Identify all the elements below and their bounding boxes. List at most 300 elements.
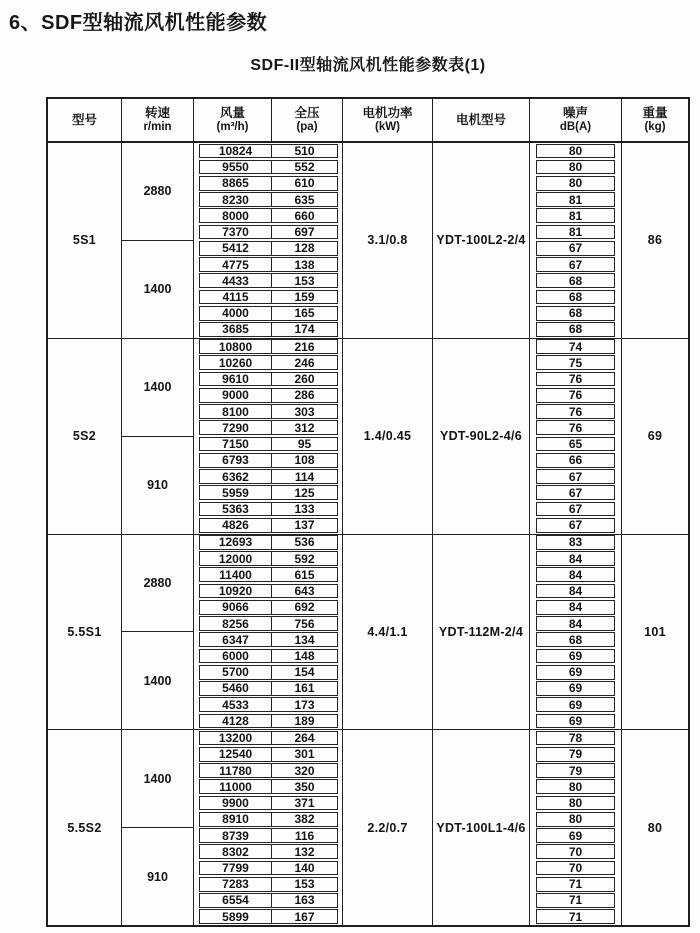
flow-row-slot — [194, 697, 342, 713]
flow-row-slot — [194, 355, 342, 371]
airflow-pressure-box — [199, 306, 338, 321]
pressure-value: 167 — [294, 909, 315, 924]
noise-value: 80 — [536, 176, 615, 191]
noise-value: 80 — [536, 812, 615, 827]
flow-row-slot — [194, 192, 342, 208]
airflow-value: 8910 — [200, 813, 272, 826]
noise-col — [530, 339, 622, 534]
airflow-pressure-box — [199, 763, 338, 778]
table-subtitle: SDF-II型轴流风机性能参数表(1) — [250, 57, 486, 74]
airflow-value: 7799 — [200, 862, 272, 875]
airflow-pressure-box — [199, 551, 338, 566]
flow-row-slot — [194, 828, 342, 844]
pressure-value: 161 — [294, 681, 315, 696]
noise-value: 68 — [536, 290, 615, 305]
noise-value: 81 — [536, 225, 615, 240]
noise-value: 83 — [536, 535, 615, 550]
noise-row-slot — [530, 876, 621, 892]
noise-value: 67 — [536, 257, 615, 272]
noise-value: 67 — [536, 518, 615, 533]
airflow-pressure-box — [199, 731, 338, 746]
flow-row-slot — [194, 860, 342, 876]
airflow-pressure-box — [199, 502, 338, 517]
noise-row-slot — [530, 339, 621, 355]
airflow-pressure-box — [199, 681, 338, 696]
motor-model-cell: YDT-90L2-4/6 — [439, 429, 523, 444]
noise-value: 84 — [536, 584, 615, 599]
pressure-value: 153 — [294, 877, 315, 892]
noise-row-slot — [530, 632, 621, 648]
noise-value: 75 — [536, 355, 615, 370]
airflow-pressure-box — [199, 649, 338, 664]
airflow-pressure-box — [199, 861, 338, 876]
airflow-value: 11000 — [200, 780, 272, 793]
model-cell-col — [48, 339, 122, 534]
airflow-pressure-box — [199, 257, 338, 272]
pressure-value: 216 — [294, 339, 315, 354]
noise-value: 76 — [536, 372, 615, 387]
model-cell: 5S2 — [72, 429, 97, 444]
noise-col — [530, 143, 622, 338]
airflow-value: 8302 — [200, 845, 272, 858]
flow-row-slot — [194, 143, 342, 159]
airflow-value: 6554 — [200, 894, 272, 907]
noise-value: 81 — [536, 192, 615, 207]
airflow-pressure-box — [199, 893, 338, 908]
noise-row-slot — [530, 485, 621, 501]
airflow-pressure-box — [199, 273, 338, 288]
flow-row-slot — [194, 339, 342, 355]
noise-value: 84 — [536, 600, 615, 615]
noise-row-slot — [530, 795, 621, 811]
pressure-value: 125 — [294, 485, 315, 500]
noise-row-slot — [530, 746, 621, 762]
airflow-value: 4433 — [200, 274, 272, 287]
noise-value: 65 — [536, 437, 615, 452]
airflow-value: 9550 — [200, 161, 272, 174]
noise-value: 68 — [536, 322, 615, 337]
noise-row-slot — [530, 387, 621, 403]
airflow-pressure-box — [199, 208, 338, 223]
airflow-pressure-box — [199, 632, 338, 647]
noise-row-slot — [530, 535, 621, 551]
airflow-pressure-col — [194, 535, 343, 730]
noise-value: 71 — [536, 877, 615, 892]
airflow-value: 4128 — [200, 715, 272, 728]
noise-value: 68 — [536, 306, 615, 321]
motor-power-cell: 3.1/0.8 — [367, 233, 408, 248]
noise-value: 69 — [536, 681, 615, 696]
airflow-pressure-box — [199, 469, 338, 484]
flow-row-slot — [194, 159, 342, 175]
motor-model-cell: YDT-100L2-2/4 — [436, 233, 526, 248]
weight-cell: 69 — [647, 429, 663, 444]
flow-row-slot — [194, 517, 342, 533]
noise-value: 80 — [536, 779, 615, 794]
airflow-value: 6362 — [200, 470, 272, 483]
motor-model-cell-col — [433, 535, 530, 730]
noise-value: 80 — [536, 160, 615, 175]
airflow-pressure-box — [199, 909, 338, 924]
header-pressure: 全压 (pa) — [272, 99, 343, 141]
speed-col — [122, 143, 194, 338]
noise-row-slot — [530, 860, 621, 876]
header-motor-model — [433, 99, 530, 141]
noise-col — [530, 730, 622, 925]
airflow-value: 10824 — [200, 145, 272, 158]
motor-power-cell: 1.4/0.45 — [363, 429, 412, 444]
noise-row-slot — [530, 224, 621, 240]
pressure-value: 173 — [294, 697, 315, 712]
airflow-value: 5899 — [200, 910, 272, 923]
header-speed-label: 转速 — [144, 106, 170, 120]
noise-row-slot — [530, 648, 621, 664]
weight-cell-col — [622, 535, 688, 730]
noise-row-slot — [530, 551, 621, 567]
airflow-value: 10920 — [200, 585, 272, 598]
motor-power-cell: 2.2/0.7 — [367, 820, 408, 835]
airflow-pressure-box — [199, 192, 338, 207]
header-airflow: 风量 (m³/h) — [194, 99, 272, 141]
noise-value: 70 — [536, 861, 615, 876]
model-cell: 5S1 — [72, 233, 97, 248]
airflow-value: 8230 — [200, 193, 272, 206]
noise-row-slot — [530, 828, 621, 844]
pressure-value: 153 — [294, 273, 315, 288]
motor-power-cell-col — [343, 339, 433, 534]
flow-row-slot — [194, 452, 342, 468]
pressure-value: 174 — [294, 322, 315, 337]
header-motor-model-label: 电机型号 — [455, 113, 506, 127]
noise-row-slot — [530, 420, 621, 436]
flow-row-slot — [194, 224, 342, 240]
header-weight: 重量 (kg) — [642, 106, 668, 133]
header-weight-label: 重量 — [642, 106, 668, 120]
flow-row-slot — [194, 469, 342, 485]
airflow-value: 11780 — [200, 764, 272, 777]
pressure-value: 95 — [297, 437, 312, 452]
noise-value: 67 — [536, 485, 615, 500]
noise-value: 67 — [536, 469, 615, 484]
noise-row-slot — [530, 763, 621, 779]
pressure-value: 189 — [294, 713, 315, 728]
pressure-value: 350 — [294, 779, 315, 794]
flow-row-slot — [194, 175, 342, 191]
noise-row-slot — [530, 844, 621, 860]
airflow-pressure-col — [194, 730, 343, 925]
airflow-pressure-box — [199, 388, 338, 403]
airflow-pressure-box — [199, 600, 338, 615]
airflow-pressure-box — [199, 437, 338, 452]
pressure-value: 756 — [294, 616, 315, 631]
noise-row-slot — [530, 583, 621, 599]
airflow-value: 9000 — [200, 389, 272, 402]
airflow-pressure-box — [199, 453, 338, 468]
airflow-value: 7150 — [200, 438, 272, 451]
header-model — [48, 99, 122, 141]
noise-row-slot — [530, 599, 621, 615]
noise-row-slot — [530, 909, 621, 925]
model-cell: 5.5S1 — [67, 624, 102, 639]
speed-col — [122, 535, 194, 730]
pressure-value: 592 — [294, 551, 315, 566]
pressure-value: 692 — [294, 600, 315, 615]
airflow-pressure-box — [199, 322, 338, 337]
weight-cell-col — [622, 339, 688, 534]
flow-row-slot — [194, 779, 342, 795]
pressure-value: 660 — [294, 208, 315, 223]
pressure-value: 133 — [294, 501, 315, 516]
noise-row-slot — [530, 273, 621, 289]
noise-row-slot — [530, 404, 621, 420]
noise-value: 67 — [536, 502, 615, 517]
noise-row-slot — [530, 517, 621, 533]
weight-cell: 86 — [647, 233, 663, 248]
model-block-5S1 — [48, 143, 688, 339]
flow-row-slot — [194, 257, 342, 273]
airflow-pressure-box — [199, 420, 338, 435]
noise-row-slot — [530, 501, 621, 517]
pressure-value: 301 — [294, 747, 315, 762]
airflow-pressure-box — [199, 584, 338, 599]
pressure-value: 371 — [294, 796, 315, 811]
motor-power-cell-col — [343, 730, 433, 925]
flow-row-slot — [194, 404, 342, 420]
airflow-pressure-box — [199, 779, 338, 794]
flow-row-slot — [194, 273, 342, 289]
speed-col — [122, 339, 194, 534]
noise-value: 69 — [536, 828, 615, 843]
flow-row-slot — [194, 322, 342, 338]
noise-value: 81 — [536, 208, 615, 223]
flow-row-slot — [194, 551, 342, 567]
speed-cell: 2880 — [122, 535, 193, 633]
flow-row-slot — [194, 501, 342, 517]
airflow-pressure-box — [199, 518, 338, 533]
flow-row-slot — [194, 208, 342, 224]
flow-row-slot — [194, 909, 342, 925]
airflow-pressure-col — [194, 339, 343, 534]
flow-row-slot — [194, 713, 342, 729]
header-motor-power: 电机功率 (kW) — [343, 99, 433, 141]
airflow-pressure-box — [199, 812, 338, 827]
noise-row-slot — [530, 713, 621, 729]
pressure-value: 116 — [294, 828, 315, 843]
header-model-label: 型号 — [71, 113, 97, 127]
noise-value: 74 — [536, 339, 615, 354]
pressure-value: 643 — [294, 584, 315, 599]
flow-row-slot — [194, 420, 342, 436]
noise-row-slot — [530, 452, 621, 468]
noise-value: 76 — [536, 420, 615, 435]
noise-value: 69 — [536, 697, 615, 712]
speed-col — [122, 730, 194, 925]
flow-row-slot — [194, 535, 342, 551]
noise-value: 79 — [536, 747, 615, 762]
flow-row-slot — [194, 876, 342, 892]
model-cell-col — [48, 143, 122, 338]
noise-value: 80 — [536, 796, 615, 811]
pressure-value: 128 — [294, 241, 315, 256]
model-cell-col — [48, 730, 122, 925]
motor-model-cell-col — [433, 730, 530, 925]
airflow-pressure-box — [199, 567, 338, 582]
airflow-pressure-box — [199, 665, 338, 680]
airflow-pressure-box — [199, 339, 338, 354]
noise-value: 84 — [536, 616, 615, 631]
noise-row-slot — [530, 567, 621, 583]
pressure-value: 635 — [294, 192, 315, 207]
airflow-value: 12693 — [200, 536, 272, 549]
pressure-value: 303 — [294, 404, 315, 419]
airflow-pressure-box — [199, 828, 338, 843]
model-block-5S2 — [48, 339, 688, 535]
pressure-value: 697 — [294, 225, 315, 240]
noise-value: 71 — [536, 909, 615, 924]
motor-power-cell: 4.4/1.1 — [367, 624, 408, 639]
flow-row-slot — [194, 632, 342, 648]
noise-row-slot — [530, 159, 621, 175]
flow-row-slot — [194, 599, 342, 615]
motor-power-cell-col — [343, 535, 433, 730]
flow-row-slot — [194, 436, 342, 452]
airflow-value: 4533 — [200, 698, 272, 711]
airflow-pressure-box — [199, 877, 338, 892]
flow-row-slot — [194, 616, 342, 632]
flow-row-slot — [194, 240, 342, 256]
speed-cell: 1400 — [122, 339, 193, 437]
weight-cell-col — [622, 143, 688, 338]
flow-row-slot — [194, 485, 342, 501]
airflow-pressure-box — [199, 697, 338, 712]
noise-value: 76 — [536, 388, 615, 403]
airflow-pressure-box — [199, 747, 338, 762]
header-airflow-label: 风量 — [219, 106, 245, 120]
speed-cell: 910 — [147, 478, 168, 493]
pressure-value: 132 — [294, 844, 315, 859]
table-body — [48, 143, 688, 925]
airflow-value: 6000 — [200, 650, 272, 663]
airflow-value: 7370 — [200, 226, 272, 239]
weight-cell: 101 — [644, 624, 666, 639]
flow-row-slot — [194, 289, 342, 305]
flow-row-slot — [194, 583, 342, 599]
noise-row-slot — [530, 257, 621, 273]
airflow-pressure-box — [199, 355, 338, 370]
weight-cell-col — [622, 730, 688, 925]
noise-value: 68 — [536, 273, 615, 288]
pressure-value: 312 — [294, 420, 315, 435]
page-title: 6、SDF型轴流风机性能参数 — [9, 12, 268, 34]
flow-row-slot — [194, 305, 342, 321]
airflow-pressure-box — [199, 241, 338, 256]
noise-row-slot — [530, 730, 621, 746]
noise-value: 68 — [536, 632, 615, 647]
flow-row-slot — [194, 648, 342, 664]
airflow-pressure-box — [199, 535, 338, 550]
noise-value: 69 — [536, 665, 615, 680]
model-cell-col — [48, 535, 122, 730]
airflow-value: 8865 — [200, 177, 272, 190]
airflow-value: 6793 — [200, 454, 272, 467]
airflow-value: 9610 — [200, 373, 272, 386]
airflow-pressure-col — [194, 143, 343, 338]
noise-value: 78 — [536, 731, 615, 746]
header-noise: 噪声 dB(A) — [530, 99, 622, 141]
airflow-value: 6347 — [200, 633, 272, 646]
noise-value: 84 — [536, 551, 615, 566]
pressure-value: 140 — [294, 861, 315, 875]
speed-cell: 1400 — [122, 730, 193, 828]
noise-row-slot — [530, 616, 621, 632]
pressure-value: 286 — [294, 388, 315, 403]
noise-row-slot — [530, 355, 621, 371]
pressure-value: 114 — [294, 469, 315, 484]
motor-model-cell: YDT-112M-2/4 — [438, 624, 524, 639]
airflow-value: 10260 — [200, 356, 272, 369]
speed-cell: 2880 — [122, 143, 193, 241]
airflow-pressure-box — [199, 485, 338, 500]
airflow-pressure-box — [199, 290, 338, 305]
airflow-value: 9900 — [200, 797, 272, 810]
noise-row-slot — [530, 371, 621, 387]
model-cell: 5.5S2 — [67, 820, 102, 835]
pressure-value: 246 — [294, 355, 315, 370]
noise-row-slot — [530, 893, 621, 909]
model-block-5.5S1 — [48, 535, 688, 731]
noise-value: 69 — [536, 714, 615, 729]
airflow-pressure-box — [199, 844, 338, 859]
pressure-value: 510 — [294, 143, 315, 158]
airflow-value: 13200 — [200, 732, 272, 745]
pressure-value: 154 — [294, 665, 315, 680]
speed-cell: 1400 — [143, 673, 172, 688]
pressure-value: 148 — [294, 649, 315, 664]
airflow-value: 12000 — [200, 552, 272, 565]
pressure-value: 536 — [294, 535, 315, 550]
noise-row-slot — [530, 664, 621, 680]
header-motor-power-label: 电机功率 — [362, 106, 413, 120]
airflow-value: 7283 — [200, 878, 272, 891]
flow-row-slot — [194, 795, 342, 811]
airflow-pressure-box — [199, 714, 338, 729]
flow-row-slot — [194, 811, 342, 827]
pressure-value: 163 — [294, 893, 315, 908]
flow-row-slot — [194, 681, 342, 697]
airflow-value: 8000 — [200, 209, 272, 222]
airflow-value: 3685 — [200, 323, 272, 336]
airflow-value: 9066 — [200, 601, 272, 614]
model-block-5.5S2 — [48, 730, 688, 925]
weight-cell: 80 — [647, 820, 663, 835]
noise-value: 76 — [536, 404, 615, 419]
speed-cell: 1400 — [143, 282, 172, 297]
pressure-value: 108 — [294, 453, 315, 468]
flow-row-slot — [194, 746, 342, 762]
pressure-value: 138 — [294, 257, 315, 272]
pressure-value: 382 — [294, 812, 315, 827]
airflow-value: 4115 — [200, 291, 272, 304]
noise-row-slot — [530, 779, 621, 795]
noise-row-slot — [530, 697, 621, 713]
noise-row-slot — [530, 208, 621, 224]
noise-value: 67 — [536, 241, 615, 256]
motor-model-cell-col — [433, 143, 530, 338]
flow-row-slot — [194, 567, 342, 583]
pressure-value: 159 — [294, 289, 315, 304]
header-speed: 转速 r/min — [122, 99, 194, 141]
airflow-pressure-box — [199, 372, 338, 387]
